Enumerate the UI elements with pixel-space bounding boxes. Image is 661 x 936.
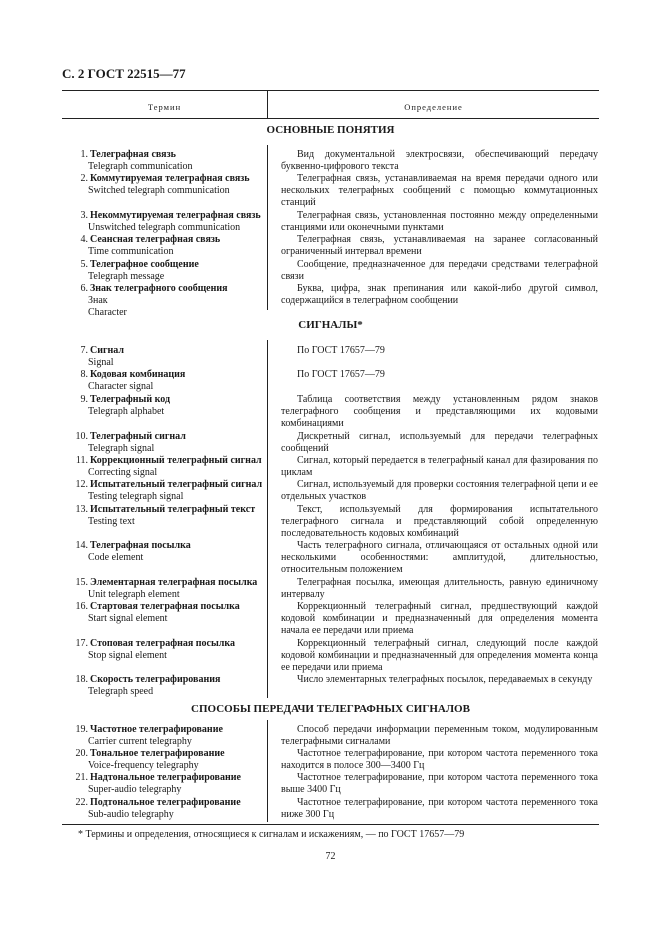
definition-2: Телеграфная связь, устанавливаемая на время передачи одного или нескольких телеграфных сообщений с помощью коммутационных станций xyxy=(281,173,598,209)
section-basic-concepts: ОСНОВНЫЕ ПОНЯТИЯ xyxy=(266,124,395,136)
term-12: 12. Испытательный телеграфный сигнал Testing telegraph signal xyxy=(75,479,263,503)
definition-4: Телеграфная связь, устанавливаемая на заранее согласованный ограниченный интервал времени xyxy=(281,234,598,258)
definition-12: Сигнал, используемый для проверки состояния телеграфной цепи и ее отдельных участков xyxy=(281,479,598,503)
term-4: 4. Сеансная телеграфная связь Time communication xyxy=(80,234,221,258)
definition-11: Сигнал, который передается в телеграфный канал для фазирования по циклам xyxy=(281,455,598,479)
definition-10: Дискретный сигнал, используемый для передачи телеграфных сообщений xyxy=(281,431,598,455)
page-number: 72 xyxy=(325,851,336,862)
definition-9: Таблица соответствия между установленным рядом знаков телеграфного сообщения и представляющими их кодовыми комбинациями xyxy=(281,394,598,430)
term-21: 21. Надтональное телеграфирование Super-audio telegraphy xyxy=(75,772,241,796)
definition-7: По ГОСТ 17657—79 xyxy=(297,345,385,356)
definition-18: Число элементарных телеграфных посылок, передаваемых в секунду xyxy=(297,674,593,685)
definition-22: Частотное телеграфирование, при котором частота переменного тока ниже 300 Гц xyxy=(281,797,598,821)
footnote: * Термины и определения, относящиеся к сигналам и искажениям, — по ГОСТ 17657—79 xyxy=(78,829,465,840)
table-header-rule xyxy=(62,118,599,119)
term-14: 14. Телеграфная посылка Code element xyxy=(75,540,191,564)
definition-19: Способ передачи информации переменным током, модулированным телеграфными сигналами xyxy=(281,724,598,748)
term-7: 7. Сигнал Signal xyxy=(80,345,124,369)
column-header-term: Термин xyxy=(147,102,182,112)
definition-21: Частотное телеграфирование, при котором частота переменного тока выше 3400 Гц xyxy=(281,772,598,796)
term-16: 16. Стартовая телеграфная посылка Start signal element xyxy=(75,601,240,625)
definition-3: Телеграфная связь, установленная постоянно между определенными станциями или оконечными пунктами xyxy=(281,210,598,234)
table-bottom-rule xyxy=(62,824,599,825)
definition-14: Часть телеграфного сигнала, отличающаяся от остальных одной или несколькими особенностями: амплитудой, длительностью, относительным положением xyxy=(281,540,598,576)
term-18: 18. Скорость телеграфирования Telegraph speed xyxy=(75,674,221,698)
term-19: 19. Частотное телеграфирование Carrier current telegraphy xyxy=(75,724,223,748)
table-top-rule xyxy=(62,90,599,91)
definition-1: Вид документальной электросвязи, обеспечивающий передачу буквенно-цифрового текста xyxy=(281,149,598,173)
term-13: 13. Испытательный телеграфный текст Testing text xyxy=(75,504,256,528)
term-6: 6. Знак телеграфного сообщения Знак Character xyxy=(80,283,228,319)
term-9: 9. Телеграфный код Telegraph alphabet xyxy=(80,394,171,418)
definition-15: Телеграфная посылка, имеющая длительность, равную единичному интервалу xyxy=(281,577,598,601)
term-15: 15. Элементарная телеграфная посылка Unit telegraph element xyxy=(75,577,258,601)
section-signals: СИГНАЛЫ* xyxy=(298,319,363,331)
term-2: 2. Коммутируемая телеграфная связь Switched telegraph communication xyxy=(80,173,250,197)
definition-16: Коррекционный телеграфный сигнал, предшествующий каждой кодовой комбинации и предназначенный для определения момента начала ее передачи или приема xyxy=(281,601,598,637)
definition-8: По ГОСТ 17657—79 xyxy=(297,369,385,380)
definition-13: Текст, используемый для формирования испытательного телеграфного сигнала и представляющий собой определенную последовательность кодовых комбинаций xyxy=(281,504,598,540)
term-3: 3. Некоммутируемая телеграфная связь Unswitched telegraph communication xyxy=(80,210,261,234)
column-divider-basic xyxy=(267,145,268,310)
page-header: С. 2 ГОСТ 22515—77 xyxy=(62,66,186,81)
definition-6: Буква, цифра, знак препинания или какой-либо другой символ, содержащийся в телеграфном сообщении xyxy=(281,283,598,307)
term-22: 22. Подтональное телеграфирование Sub-audio telegraphy xyxy=(75,797,241,821)
column-header-definition: Определение xyxy=(404,102,463,112)
term-17: 17. Стоповая телеграфная посылка Stop signal element xyxy=(75,638,236,662)
term-8: 8. Кодовая комбинация Character signal xyxy=(80,369,186,393)
column-divider-methods xyxy=(267,720,268,822)
term-20: 20. Тональное телеграфирование Voice-frequency telegraphy xyxy=(75,748,225,772)
header-column-divider xyxy=(267,90,268,118)
definition-17: Коррекционный телеграфный сигнал, следующий после каждой кодовой комбинации и предназначенный для определения момента конца ее передачи или приема xyxy=(281,638,598,674)
term-10: 10. Телеграфный сигнал Telegraph signal xyxy=(75,431,186,455)
term-1: 1. Телеграфная связь Telegraph communication xyxy=(80,149,193,173)
section-transmission-methods: СПОСОБЫ ПЕРЕДАЧИ ТЕЛЕГРАФНЫХ СИГНАЛОВ xyxy=(191,703,470,715)
definition-20: Частотное телеграфирование, при котором частота переменного тока находится в полосе 300—3400 Гц xyxy=(281,748,598,772)
column-divider-signals xyxy=(267,340,268,698)
term-5: 5. Телеграфное сообщение Telegraph message xyxy=(80,259,199,283)
term-11: 11. Коррекционный телеграфный сигнал Correcting signal xyxy=(75,455,262,479)
definition-5: Сообщение, предназначенное для передачи средствами телеграфной связи xyxy=(281,259,598,283)
